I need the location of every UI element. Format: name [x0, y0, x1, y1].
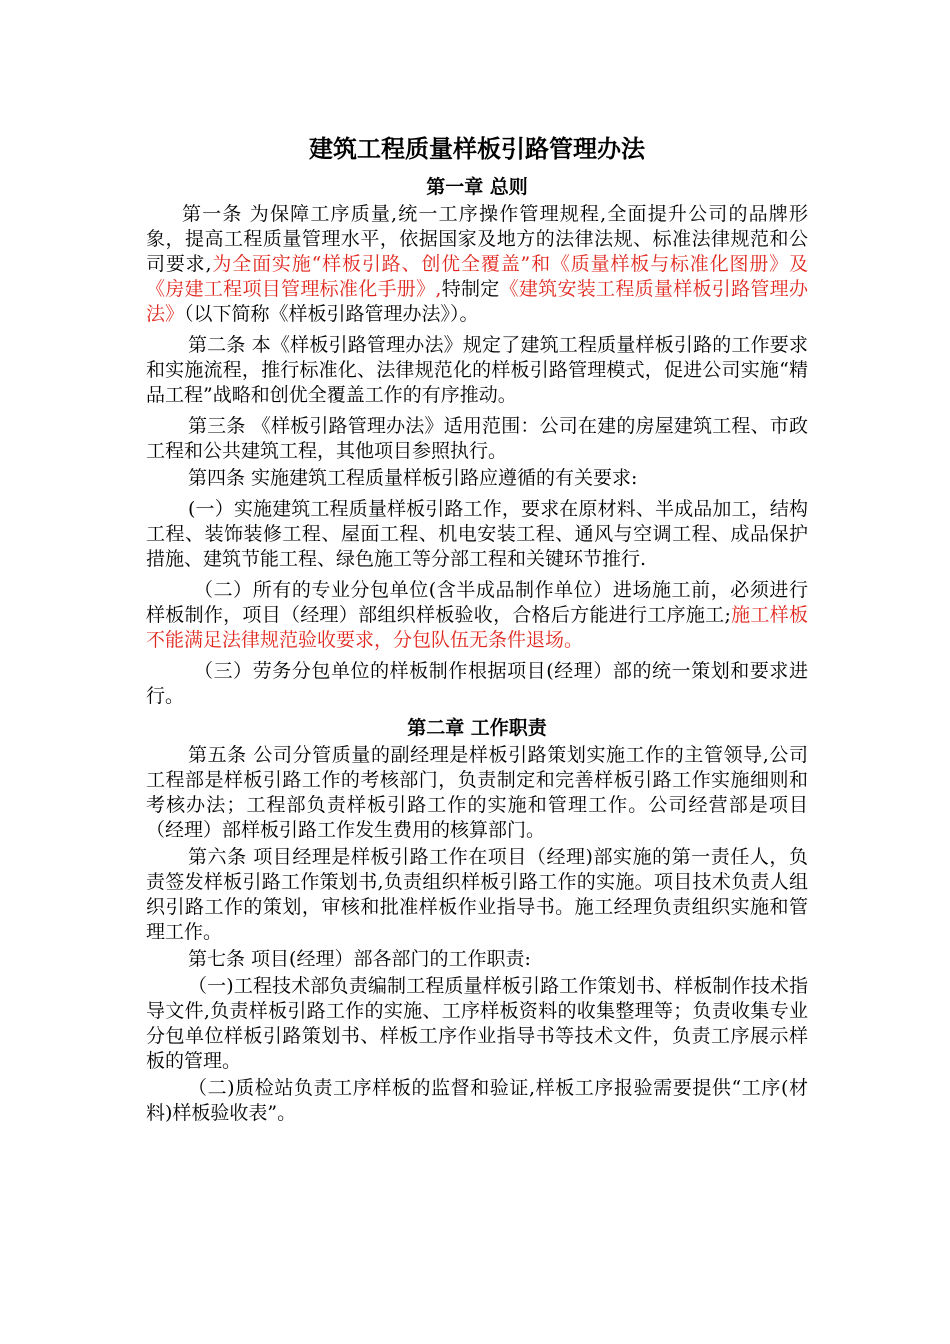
article-4-item-1: (一）实施建筑工程质量样板引路工作，要求在原材料、半成品加工，结构工程、装饰装修工程、屋面工程、机电安装工程、通风与空调工程、成品保护措施、建筑节能工程、绿色施工等分部工程和关键环节推行.: [146, 498, 808, 570]
article-1: [146, 202, 808, 327]
article-5: 第五条 公司分管质量的副经理是样板引路策划实施工作的主管领导,公司工程部是样板引路工作的考核部门，负责制定和完善样板引路工作实施细则和考核办法；工程部负责样板引路工作的实施和管理工作。公司经营部是项目（经理）部样板引路工作发生费用的核算部门。: [146, 744, 808, 841]
article-4-item-3: （三）劳务分包单位的样板制作根据项目(经理）部的统一策划和要求进行。: [146, 660, 808, 707]
article-1-text-2: 特制定: [441, 278, 500, 300]
article-1-text: 第一条 为保障工序质量,统一工序操作管理规程,全面提升公司的品牌形象，提高工程质量管理水平，依据国家及地方的法律法规、标准法律规范和公司要求,: [146, 203, 808, 275]
article-1-highlight: 为全面实施“样板引路、创优全覆盖”和《质量样板与标准化图册》及《房建工程项目管理标准化手册》,: [146, 253, 808, 300]
article-1-text-3: （以下简称《样板引路管理办法》）。: [184, 303, 479, 325]
article-4-item-2: [146, 578, 808, 653]
document-body: [146, 132, 808, 1128]
article-4-item-2-text: （二）所有的专业分包单位(含半成品制作单位）进场施工前，必须进行样板制作，项目（经理）部组织样板验收，合格后方能进行工序施工;: [146, 579, 808, 626]
article-1-highlight-2: 《建筑安装工程质量样板引路管理办法》: [146, 278, 808, 325]
article-3: 第三条 《样板引路管理办法》适用范围：公司在建的房屋建筑工程、市政工程和公共建筑工程，其他项目参照执行。: [146, 415, 808, 462]
article-7: 第七条 项目(经理）部各部门的工作职责:: [188, 948, 531, 970]
article-7-item-1: （一)工程技术部负责编制工程质量样板引路工作策划书、样板制作技术指导文件,负责样板引路工作的实施、工序样板资料的收集整理等；负责收集专业分包单位样板引路策划书、样板工序作业指导书等技术文件，负责工序展示样板的管理。: [146, 975, 808, 1072]
article-4-item-2-highlight: 施工样板不能满足法律规范验收要求，分包队伍无条件退场。: [146, 604, 808, 651]
document-title: 建筑工程质量样板引路管理办法: [309, 134, 645, 163]
chapter-2-heading: 第二章 工作职责: [407, 717, 547, 739]
chapter-1-heading: 第一章 总则: [426, 176, 528, 198]
article-6: 第六条 项目经理是样板引路工作在项目（经理)部实施的第一责任人，负责签发样板引路工作策划书,负责组织样板引路工作的实施。项目技术负责人组织引路工作的策划，审核和批准样板作业指导书。施工经理负责组织实施和管理工作。: [146, 846, 808, 943]
article-4: 第四条 实施建筑工程质量样板引路应遵循的有关要求:: [188, 467, 638, 489]
article-7-item-2: （二)质检站负责工序样板的监督和验证,样板工序报验需要提供“工序(材料)样板验收表”。: [146, 1077, 808, 1124]
article-2: 第二条 本《样板引路管理办法》规定了建筑工程质量样板引路的工作要求和实施流程，推行标准化、法律规范化的样板引路管理模式，促进公司实施“精品工程”战略和创优全覆盖工作的有序推动。: [146, 334, 808, 406]
